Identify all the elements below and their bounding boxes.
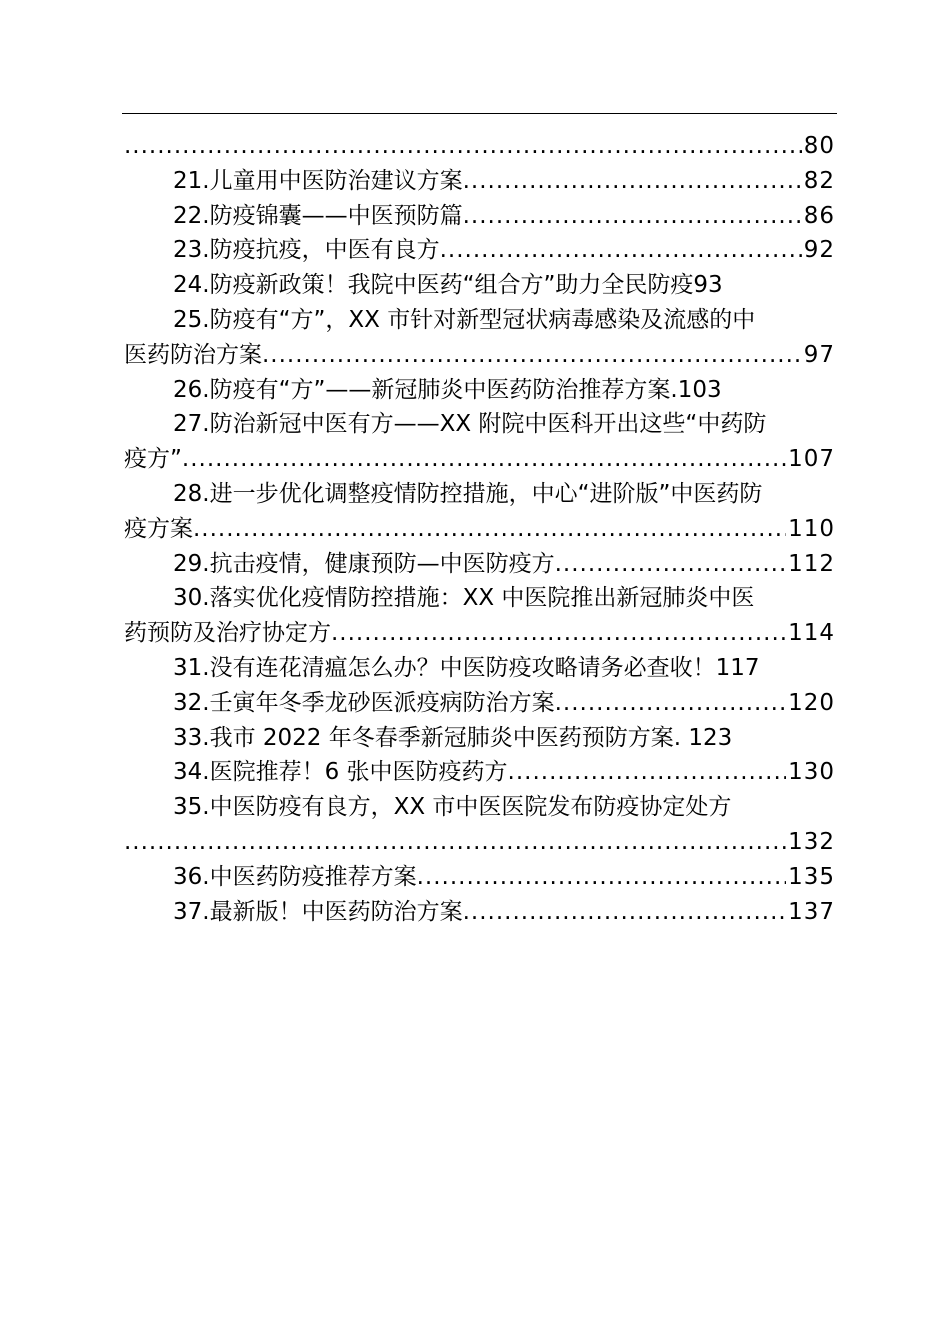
toc-line[interactable] <box>124 407 835 442</box>
dot-leader <box>182 442 786 477</box>
toc-line[interactable] <box>124 581 835 616</box>
toc-line[interactable] <box>124 616 835 651</box>
toc-line[interactable] <box>124 268 835 303</box>
dot-leader <box>463 895 787 930</box>
toc-page-number: 137 <box>788 898 835 925</box>
toc-line[interactable] <box>124 860 835 895</box>
toc-line[interactable] <box>124 686 835 721</box>
dot-leader <box>193 512 786 547</box>
toc-entry-title: 29.抗击疫情，健康预防—中医防疫方 <box>173 550 555 577</box>
toc-entry-title: 28.进一步优化调整疫情防控措施，中心“进阶版”中医药防 <box>173 480 763 507</box>
toc-entry-title: 34.医院推荐！6 张中医防疫药方 <box>173 759 508 786</box>
dot-leader <box>124 825 786 860</box>
toc-entry-title: 22.防疫锦囊——中医预防篇 <box>173 202 463 229</box>
toc-line[interactable] <box>124 895 835 930</box>
dot-leader <box>440 233 802 268</box>
dot-leader <box>555 547 787 582</box>
toc-page-number: 107 <box>788 446 835 473</box>
toc-line[interactable] <box>124 825 835 860</box>
toc-entry-title-continued: 疫方案 <box>124 515 193 542</box>
header-rule <box>122 113 837 114</box>
dot-leader <box>124 129 802 164</box>
dot-leader <box>555 686 787 721</box>
toc-page-number: 92 <box>803 237 835 264</box>
dot-leader <box>463 199 802 234</box>
toc-line[interactable] <box>124 790 835 825</box>
toc-entry-title: 36.中医药防疫推荐方案 <box>173 863 417 890</box>
toc-line[interactable] <box>124 442 835 477</box>
toc-page-number: 120 <box>788 689 835 716</box>
toc-entry-title: 30.落实优化疫情防控措施：XX 中医院推出新冠肺炎中医 <box>173 585 755 612</box>
toc-page-number: 112 <box>788 550 835 577</box>
toc-line[interactable] <box>124 477 835 512</box>
toc-page-number: 135 <box>788 863 835 890</box>
toc-entry-title: 27.防治新冠中医有方——XX 附院中医科开出这些“中药防 <box>173 411 767 438</box>
dot-leader <box>262 338 802 373</box>
dot-leader <box>508 755 787 790</box>
toc-line[interactable] <box>124 651 835 686</box>
toc-line[interactable] <box>124 512 835 547</box>
toc-entry-title: 37.最新版！中医药防治方案 <box>173 898 463 925</box>
toc-entry-title: 25.防疫有“方”，XX 市针对新型冠状病毒感染及流感的中 <box>173 306 756 333</box>
toc-page-number: 86 <box>803 202 835 229</box>
toc-page-number: 80 <box>803 133 835 159</box>
toc-entry-title: 31.没有连花清瘟怎么办？中医防疫攻略请务必查收！117 <box>173 654 760 681</box>
toc-line[interactable] <box>124 373 835 408</box>
toc-line[interactable] <box>124 199 835 234</box>
toc-line[interactable] <box>124 338 835 373</box>
toc-entry-title: 35.中医防疫有良方，XX 市中医医院发布防疫协定处方 <box>173 794 732 821</box>
toc-page-number: 110 <box>788 515 835 542</box>
toc-entry-title: 33.我市 2022 年冬春季新冠肺炎中医药预防方案. 123 <box>173 724 733 751</box>
toc-entry-title-continued: 医药防治方案 <box>124 341 262 368</box>
toc-line[interactable] <box>124 547 835 582</box>
dot-leader <box>331 616 786 651</box>
toc-entry-title: 32.壬寅年冬季龙砂医派疫病防治方案 <box>173 689 555 716</box>
toc-line[interactable] <box>124 755 835 790</box>
toc-entry-title-continued: 药预防及治疗协定方 <box>124 620 331 647</box>
toc-line[interactable] <box>124 164 835 199</box>
toc-entry-title-continued: 疫方” <box>124 446 182 473</box>
toc-entry-title: 26.防疫有“方”——新冠肺炎中医药防治推荐方案.103 <box>173 376 722 403</box>
toc-page-number: 132 <box>788 828 835 855</box>
toc-line[interactable] <box>124 303 835 338</box>
toc-page-number: 82 <box>803 167 835 194</box>
table-of-contents <box>124 129 835 929</box>
toc-entry-title: 24.防疫新政策！我院中医药“组合方”助力全民防疫93 <box>173 272 723 299</box>
toc-page-number: 97 <box>803 341 835 368</box>
toc-entry-title: 23.防疫抗疫，中医有良方 <box>173 237 440 264</box>
toc-line[interactable] <box>124 721 835 756</box>
toc-page-number: 114 <box>788 620 835 647</box>
dot-leader <box>463 164 802 199</box>
toc-line[interactable] <box>124 129 835 164</box>
dot-leader <box>417 860 787 895</box>
toc-entry-title: 21.儿童用中医防治建议方案 <box>173 167 463 194</box>
toc-line[interactable] <box>124 233 835 268</box>
toc-page-number: 130 <box>788 759 835 786</box>
